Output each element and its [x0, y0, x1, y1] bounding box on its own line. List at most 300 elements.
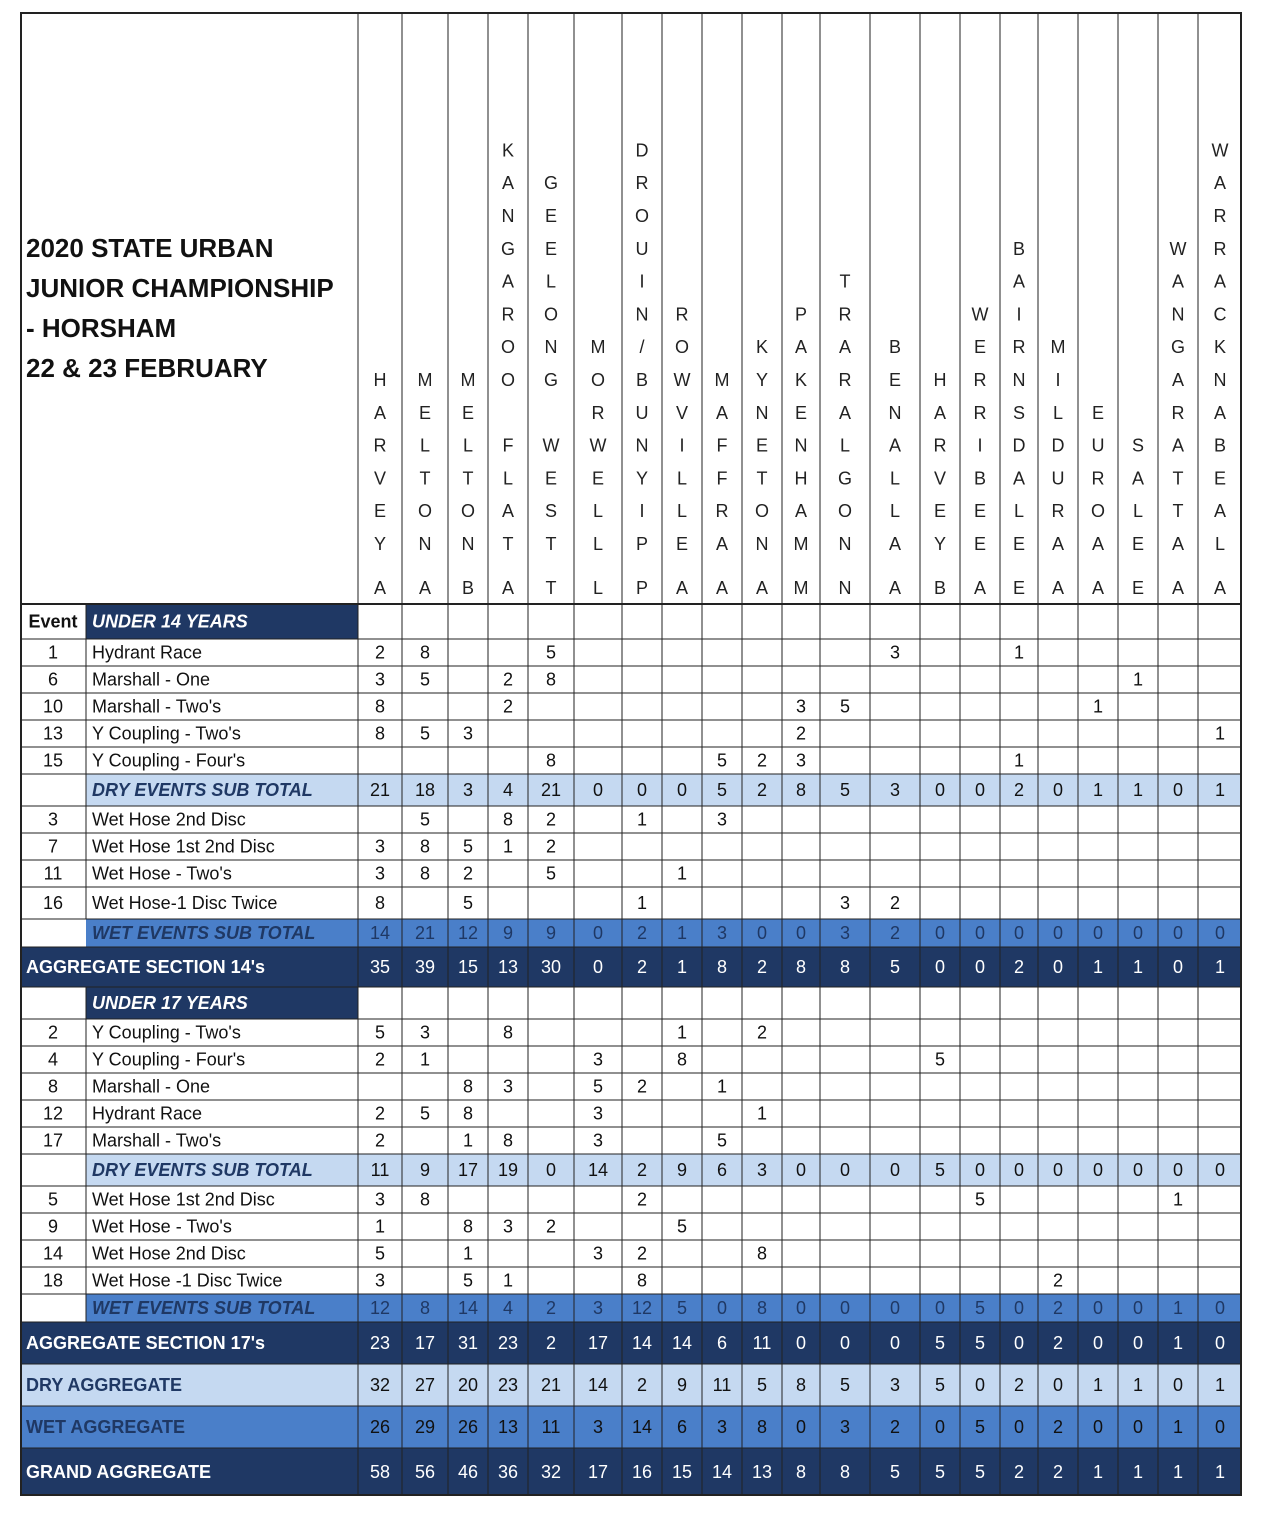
table-row [86, 987, 358, 1019]
table-row [43, 751, 1024, 771]
team-name-letter: S [1012, 402, 1026, 423]
event-name: Hydrant Race [92, 642, 203, 663]
event-name: Wet Hose-1 Disc Twice [92, 893, 278, 913]
score-cell: 5 [974, 1462, 986, 1482]
score-cell: 5 [419, 723, 431, 744]
score-cell: 8 [756, 1417, 768, 1437]
team-name-letter: S [1131, 435, 1145, 456]
team-grade: A [675, 578, 689, 598]
score-cell: 0 [1092, 1298, 1104, 1318]
score-cell: 26 [369, 1417, 391, 1437]
score-cell: 8 [795, 1375, 807, 1395]
team-header [794, 304, 809, 598]
score-cell: 3 [374, 836, 386, 857]
score-cell: 4 [502, 780, 514, 800]
score-cell: 2 [795, 723, 807, 744]
score-cell: 0 [889, 1298, 901, 1318]
score-cell: 2 [374, 642, 386, 663]
score-cell: 11 [752, 1333, 772, 1353]
score-cell: 0 [795, 1333, 807, 1353]
team-name-letter: O [1090, 501, 1106, 522]
total-label: DRY EVENTS SUB TOTAL [92, 780, 313, 800]
table-row [86, 1294, 1242, 1322]
score-cell: 14 [631, 1333, 653, 1353]
event-number: 9 [47, 1216, 59, 1237]
team-name-letter: A [1091, 534, 1105, 554]
team-name-letter: W [1169, 238, 1187, 259]
score-cell: 8 [462, 1103, 474, 1124]
score-cell: 8 [374, 723, 386, 744]
title-line: JUNIOR CHAMPIONSHIP [26, 273, 334, 303]
score-cell: 5 [374, 1243, 386, 1264]
score-cell: 8 [795, 1462, 807, 1482]
score-cell: 6 [716, 1333, 728, 1353]
score-cell: 0 [839, 1160, 851, 1180]
team-name-letter: B [888, 337, 902, 358]
score-cell: 58 [369, 1462, 391, 1482]
team-grade: A [1171, 578, 1185, 598]
score-cell: 5 [934, 1462, 946, 1482]
team-name-letter: T [756, 468, 768, 489]
score-cell: 9 [676, 1375, 688, 1395]
score-cell: 3 [462, 723, 474, 744]
team-name-letter: L [839, 435, 851, 456]
score-cell: 17 [587, 1462, 609, 1482]
team-name-letter: A [794, 337, 808, 358]
score-cell: 0 [592, 780, 604, 800]
table-row [48, 670, 1143, 690]
team-name-letter: L [889, 501, 901, 522]
score-cell: 0 [795, 1160, 807, 1180]
score-cell: 0 [1172, 780, 1184, 800]
score-cell: 0 [1214, 1298, 1226, 1318]
total-label: WET EVENTS SUB TOTAL [92, 1298, 316, 1318]
score-cell: 0 [934, 1298, 946, 1318]
team-name-letter: W [673, 370, 691, 390]
score-cell: 5 [889, 1462, 901, 1482]
score-cell: 1 [636, 809, 648, 830]
team-header [934, 370, 947, 598]
team-name-letter: I [1016, 304, 1022, 325]
table-row [48, 1023, 767, 1043]
score-cell: 9 [676, 1160, 688, 1180]
team-header [715, 370, 730, 598]
score-cell: 0 [1092, 1417, 1104, 1437]
total-label: GRAND AGGREGATE [26, 1462, 212, 1482]
team-name-letter: R [591, 402, 605, 423]
score-cell: 2 [1013, 957, 1025, 977]
team-name-letter: D [1012, 435, 1026, 456]
team-name-letter: A [1171, 370, 1185, 390]
score-cell: 16 [631, 1462, 653, 1482]
score-cell: 35 [369, 957, 391, 977]
score-cell: 9 [545, 923, 557, 943]
score-cell: 3 [592, 1243, 604, 1264]
score-cell: 5 [545, 863, 557, 884]
score-cell: 0 [1132, 1417, 1144, 1437]
score-cell: 1 [1132, 1375, 1144, 1395]
score-cell: 21 [540, 780, 562, 800]
score-cell: 1 [1172, 1189, 1184, 1210]
score-cell: 17 [587, 1333, 609, 1353]
team-name-letter: C [1213, 304, 1227, 325]
team-name-letter: P [794, 304, 808, 325]
team-name-letter: F [716, 468, 728, 489]
total-label: DRY AGGREGATE [26, 1375, 183, 1395]
score-cell: 5 [934, 1375, 946, 1395]
score-cell: 2 [502, 696, 514, 717]
team-name-letter: T [545, 534, 557, 554]
team-header [501, 140, 515, 598]
team-name-letter: A [838, 337, 852, 358]
results-sheet [20, 12, 1242, 1496]
score-cell: 2 [889, 1417, 901, 1437]
team-header [418, 370, 433, 598]
team-name-letter: A [838, 402, 852, 423]
score-cell: 0 [1172, 1375, 1184, 1395]
score-cell: 2 [1013, 780, 1025, 800]
team-name-letter: B [635, 370, 649, 390]
score-cell: 21 [540, 1375, 562, 1395]
score-cell: 1 [1132, 957, 1144, 977]
team-grade: A [888, 578, 902, 598]
score-cell: 31 [457, 1333, 479, 1353]
team-name-letter: T [502, 534, 514, 554]
event-number: 3 [47, 809, 59, 830]
team-grade: A [1091, 578, 1105, 598]
team-name-letter: N [794, 435, 808, 456]
score-cell: 2 [636, 1243, 648, 1264]
score-cell: 2 [545, 1298, 557, 1318]
event-column-header: Event [28, 611, 78, 632]
team-name-letter: E [544, 468, 558, 489]
score-cell: 1 [1214, 1462, 1226, 1482]
title-line: 2020 STATE URBAN [26, 233, 274, 263]
team-name-letter: M [714, 370, 730, 390]
team-name-letter: U [635, 402, 649, 423]
team-name-letter: O [543, 304, 559, 325]
score-cell: 0 [1052, 1375, 1064, 1395]
team-name-letter: A [1213, 271, 1227, 292]
team-name-letter: W [542, 435, 560, 456]
score-cell: 0 [839, 1333, 851, 1353]
score-cell: 46 [457, 1462, 479, 1482]
team-name-letter: N [501, 206, 515, 226]
score-cell: 0 [676, 780, 688, 800]
score-cell: 5 [676, 1216, 688, 1237]
score-cell: 2 [1013, 1375, 1025, 1395]
team-name-letter: O [460, 501, 476, 522]
team-name-letter: N [635, 304, 649, 325]
event-number: 12 [42, 1103, 64, 1124]
score-cell: 5 [716, 780, 728, 800]
team-name-letter: E [973, 337, 987, 358]
score-cell: 13 [497, 1417, 519, 1437]
score-cell: 3 [374, 669, 386, 690]
team-name-letter: M [1050, 337, 1066, 358]
team-name-letter: P [635, 534, 649, 554]
event-number: 17 [42, 1130, 64, 1151]
team-name-letter: G [500, 238, 516, 259]
event-name: Y Coupling - Two's [92, 723, 241, 744]
team-name-letter: A [1012, 271, 1026, 292]
table-row [43, 697, 1103, 717]
score-cell: 2 [636, 1375, 648, 1395]
team-name-letter: M [417, 370, 433, 390]
score-cell: 3 [592, 1049, 604, 1070]
team-name-letter: E [1012, 534, 1026, 554]
score-cell: 0 [839, 1298, 851, 1318]
score-cell: 19 [497, 1160, 519, 1180]
team-name-letter: E [1213, 468, 1227, 489]
score-cell: 1 [1092, 957, 1104, 977]
team-name-letter: M [460, 370, 476, 390]
score-cell: 21 [369, 780, 391, 800]
team-name-letter: A [501, 501, 515, 522]
score-cell: 1 [1092, 780, 1104, 800]
score-cell: 27 [414, 1375, 436, 1395]
team-name-letter: F [502, 435, 514, 456]
score-cell: 1 [1172, 1333, 1184, 1353]
team-name-letter: R [933, 435, 947, 456]
score-cell: 3 [592, 1298, 604, 1318]
team-name-letter: E [755, 435, 769, 456]
score-cell: 3 [839, 923, 851, 943]
score-cell: 1 [1172, 1462, 1184, 1482]
team-name-letter: L [592, 534, 604, 554]
team-name-letter: L [545, 271, 557, 292]
score-cell: 8 [636, 1270, 648, 1291]
event-name: Wet Hose - Two's [92, 1216, 232, 1237]
team-name-letter: U [1091, 435, 1105, 456]
score-cell: 2 [502, 669, 514, 690]
event-number: 7 [47, 836, 59, 857]
team-header [1091, 403, 1105, 598]
score-cell: 1 [1214, 1375, 1226, 1395]
score-cell: 5 [419, 1103, 431, 1124]
score-cell: 8 [795, 957, 807, 977]
event-name: Hydrant Race [92, 1103, 203, 1124]
score-cell: 1 [1132, 780, 1144, 800]
score-cell: 0 [716, 1298, 728, 1318]
team-name-letter: R [838, 304, 852, 325]
score-cell: 2 [636, 1189, 648, 1210]
score-cell: 0 [1052, 780, 1064, 800]
score-cell: 0 [592, 957, 604, 977]
score-cell: 5 [974, 1417, 986, 1437]
score-cell: 2 [1052, 1298, 1064, 1318]
team-name-letter: M [793, 534, 809, 554]
team-name-letter: A [794, 501, 808, 522]
score-cell: 0 [1214, 1160, 1226, 1180]
team-header [1212, 140, 1229, 598]
team-name-letter: O [500, 370, 516, 390]
team-grade: A [418, 578, 432, 598]
team-name-letter: N [1012, 370, 1026, 390]
score-cell: 14 [369, 923, 391, 943]
team-name-letter: E [544, 206, 558, 226]
team-name-letter: V [675, 402, 689, 423]
team-name-letter: A [888, 534, 902, 554]
team-name-letter: L [889, 468, 901, 489]
score-cell: 3 [374, 1189, 386, 1210]
team-name-letter: M [590, 337, 606, 358]
event-number: 11 [43, 863, 63, 884]
team-name-letter: / [639, 337, 645, 358]
team-grade: P [635, 578, 649, 598]
team-grade: A [1051, 578, 1065, 598]
table-row [48, 1190, 1183, 1210]
score-cell: 2 [636, 923, 648, 943]
score-cell: 8 [502, 1022, 514, 1043]
score-cell: 0 [592, 923, 604, 943]
score-cell: 8 [462, 1076, 474, 1097]
score-cell: 0 [1132, 1333, 1144, 1353]
total-label: DRY EVENTS SUB TOTAL [92, 1160, 313, 1180]
team-header [755, 337, 769, 598]
table-row [48, 1050, 945, 1070]
score-cell: 8 [374, 696, 386, 717]
score-cell: 2 [756, 957, 768, 977]
score-cell: 5 [374, 1022, 386, 1043]
team-name-letter: L [1132, 501, 1144, 522]
event-name: Wet Hose 1st 2nd Disc [92, 1189, 275, 1210]
score-cell: 5 [974, 1189, 986, 1210]
score-cell: 5 [716, 1130, 728, 1151]
score-cell: 3 [716, 1417, 728, 1437]
score-cell: 3 [716, 923, 728, 943]
score-cell: 0 [1172, 1160, 1184, 1180]
team-name-letter: R [1051, 501, 1065, 522]
team-name-letter: E [373, 501, 387, 522]
score-cell: 5 [934, 1333, 946, 1353]
score-cell: 14 [711, 1462, 733, 1482]
team-name-letter: U [635, 238, 649, 259]
score-cell: 1 [1092, 696, 1104, 717]
score-cell: 9 [502, 923, 514, 943]
team-name-letter: N [418, 534, 432, 554]
team-grade: A [1213, 578, 1227, 598]
team-name-letter: H [933, 370, 947, 390]
team-name-letter: K [755, 337, 769, 358]
team-name-letter: G [543, 173, 559, 194]
team-name-letter: I [639, 501, 645, 522]
team-name-letter: E [888, 370, 902, 390]
team-name-letter: F [716, 435, 728, 456]
team-header [1132, 436, 1144, 598]
score-cell: 1 [502, 1270, 514, 1291]
score-cell: 6 [676, 1417, 688, 1437]
table-row [20, 1448, 1242, 1496]
score-cell: 3 [839, 893, 851, 913]
team-name-letter: A [1171, 534, 1185, 554]
score-cell: 1 [462, 1130, 474, 1151]
team-name-letter: E [461, 402, 475, 423]
score-cell: 0 [1092, 923, 1104, 943]
table-row [43, 724, 1225, 744]
team-name-letter: N [544, 337, 558, 358]
team-name-letter: R [373, 435, 387, 456]
score-cell: 1 [1132, 669, 1144, 690]
event-number: 6 [47, 669, 59, 690]
total-label: AGGREGATE SECTION 17's [26, 1333, 265, 1353]
team-header [972, 304, 989, 598]
score-cell: 8 [676, 1049, 688, 1070]
team-header [543, 173, 560, 598]
table-row [48, 643, 1024, 663]
table-row [20, 1406, 1242, 1448]
score-cell: 3 [839, 1417, 851, 1437]
team-name-letter: H [794, 468, 808, 489]
event-number: 13 [42, 723, 64, 744]
score-cell: 8 [545, 750, 557, 771]
team-name-letter: Y [933, 534, 947, 554]
table-row [86, 919, 1242, 947]
team-grade: L [592, 578, 604, 598]
table-row [43, 1271, 1063, 1291]
score-cell: 5 [676, 1298, 688, 1318]
table-row [48, 837, 556, 857]
team-name-letter: A [1213, 402, 1227, 423]
score-cell: 3 [756, 1160, 768, 1180]
table-row [48, 1077, 727, 1097]
team-name-letter: W [1211, 140, 1229, 161]
score-cell: 12 [457, 923, 479, 943]
score-cell: 0 [795, 923, 807, 943]
team-name-letter: T [839, 271, 851, 292]
score-cell: 11 [712, 1375, 732, 1395]
score-cell: 0 [934, 957, 946, 977]
team-name-letter: B [1213, 435, 1227, 456]
team-name-letter: A [888, 435, 902, 456]
event-name: Marshall - One [92, 669, 211, 690]
team-name-letter: I [679, 435, 685, 456]
score-cell: 2 [756, 750, 768, 771]
score-cell: 0 [974, 923, 986, 943]
team-name-letter: A [715, 534, 729, 554]
score-cell: 3 [502, 1216, 514, 1237]
team-name-letter: N [755, 534, 769, 554]
score-cell: 1 [676, 1022, 688, 1043]
team-name-letter: W [971, 304, 989, 325]
team-name-letter: A [1213, 173, 1227, 194]
team-name-letter: A [1051, 534, 1065, 554]
team-name-letter: Y [635, 468, 649, 489]
team-name-letter: E [591, 468, 605, 489]
team-name-letter: E [675, 534, 689, 554]
score-cell: 3 [462, 780, 474, 800]
score-cell: 15 [671, 1462, 693, 1482]
event-number: 5 [47, 1189, 59, 1210]
team-header [374, 370, 387, 598]
team-grade: B [461, 578, 475, 598]
score-cell: 0 [1132, 1298, 1144, 1318]
score-cell: 30 [540, 957, 562, 977]
score-cell: 15 [457, 957, 479, 977]
score-cell: 8 [419, 1189, 431, 1210]
score-cell: 0 [795, 1417, 807, 1437]
score-cell: 1 [1013, 750, 1025, 771]
table-row [43, 893, 900, 913]
team-name-letter: W [589, 435, 607, 456]
team-name-letter: O [634, 206, 650, 226]
score-cell: 4 [502, 1298, 514, 1318]
score-cell: 8 [419, 642, 431, 663]
score-cell: 3 [795, 696, 807, 717]
team-name-letter: N [1171, 304, 1185, 325]
team-name-letter: N [635, 435, 649, 456]
score-cell: 0 [545, 1160, 557, 1180]
